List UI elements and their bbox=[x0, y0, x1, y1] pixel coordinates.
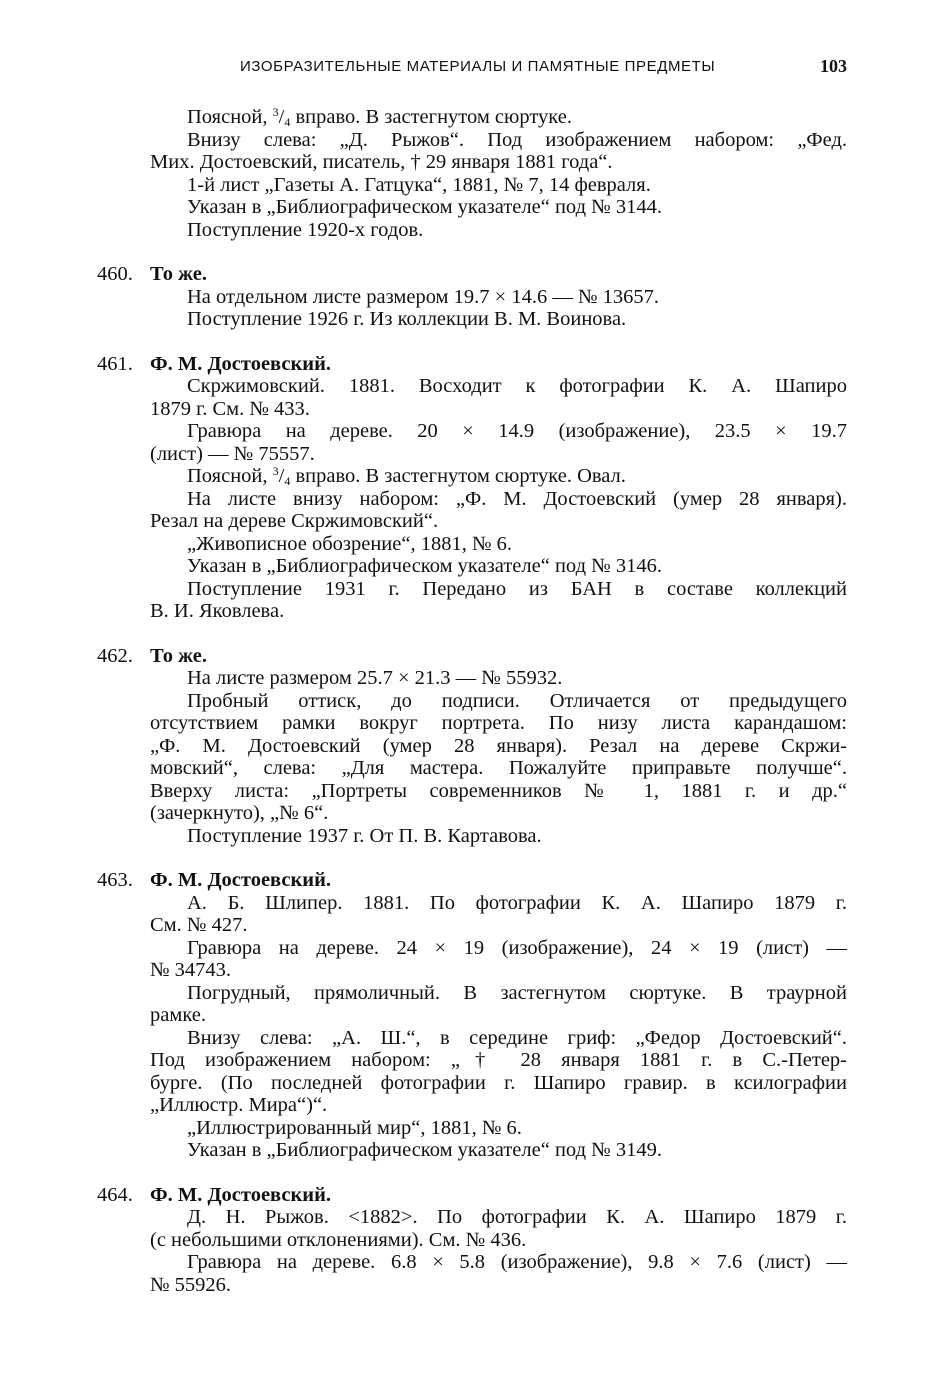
text-line: На листе внизу набором: „Ф. М. Достоевский (умер 28 января). bbox=[187, 487, 847, 510]
text-line: Внизу слева: „Д. Рыжов“. Под изображением набором: „Фед. bbox=[187, 128, 847, 151]
text-line: Мих. Достоевский, писатель, † 29 января 1881 года“. bbox=[150, 151, 613, 173]
entry-459-continuation bbox=[150, 106, 847, 241]
text-line: „Живописное обозрение“, 1881, № 6. bbox=[187, 532, 513, 555]
entry-title: Ф. М. Достоевский. bbox=[150, 352, 332, 375]
entry-number: 461. bbox=[97, 352, 133, 375]
entry-title: Ф. М. Достоевский. bbox=[150, 1183, 332, 1206]
text-line: Резал на дереве Скржимовский“. bbox=[150, 510, 439, 532]
entry-title: Ф. М. Достоевский. bbox=[150, 869, 332, 891]
text-line: № 55926. bbox=[150, 1273, 232, 1296]
text-line: Погрудный, прямоличный. В застегнутом сюртуке. В траурной bbox=[187, 981, 847, 1004]
text-line: № 34743. bbox=[150, 959, 232, 981]
text-line: А. Б. Шлипер. 1881. По фотографии К. А. Шапиро 1879 г. bbox=[187, 891, 847, 914]
text-line: На листе размером 25.7 × 21.3 — № 55932. bbox=[187, 667, 563, 689]
text-line: Поступление 1920-х годов. bbox=[187, 218, 424, 241]
text-line: Вверху листа: „Портреты современников № 1, 1881 г. и др.“ bbox=[150, 779, 847, 802]
text-line: Поступление 1926 г. Из коллекции В. М. Воинова. bbox=[187, 308, 627, 330]
text-line: Поступление 1931 г. Передано из БАН в составе коллекций bbox=[187, 577, 847, 600]
text-line: Гравюра на дереве. 24 × 19 (изображение), 24 × 19 (лист) — bbox=[187, 936, 847, 959]
text-line: На отдельном листе размером 19.7 × 14.6 — № 13657. bbox=[187, 285, 660, 308]
text-line: 1-й лист „Газеты А. Гатцука“, 1881, № 7, 14 февраля. bbox=[187, 173, 651, 196]
text-line: Указан в „Библиографическом указателе“ под № 3146. bbox=[187, 555, 662, 577]
text-line: Гравюра на дереве. 20 × 14.9 (изображение), 23.5 × 19.7 bbox=[187, 420, 847, 442]
text-line: Гравюра на дереве. 6.8 × 5.8 (изображение), 9.8 × 7.6 (лист) — bbox=[187, 1251, 847, 1273]
text-line: „Иллюстр. Мира“)“. bbox=[150, 1094, 328, 1116]
text-line: См. № 427. bbox=[150, 914, 248, 936]
text-line: Поступление 1937 г. От П. В. Картавова. bbox=[187, 824, 542, 847]
entry-number: 464. bbox=[97, 1183, 133, 1206]
text-line: „Ф. М. Достоевский (умер 28 января). Резал на дереве Скржи- bbox=[150, 734, 847, 757]
text-line: Поясной, $^3/_4$ вправо. В застегнутом сюртуке. bbox=[187, 105, 572, 129]
text-line: Д. Н. Рыжов. <1882>. По фотографии К. А. Шапиро 1879 г. bbox=[187, 1206, 847, 1228]
text-line: „Иллюстрированный мир“, 1881, № 6. bbox=[187, 1116, 522, 1139]
entry-number: 463. bbox=[97, 869, 133, 891]
running-title: ИЗОБРАЗИТЕЛЬНЫЕ МАТЕРИАЛЫ И ПАМЯТНЫЕ ПРЕДМЕТЫ bbox=[240, 58, 716, 75]
text-line: Внизу слева: „А. Ш.“, в середине гриф: „Федор Достоевский“. bbox=[187, 1026, 847, 1049]
text-line: Указан в „Библиографическом указателе“ под № 3149. bbox=[187, 1139, 662, 1161]
text-line: отсутствием рамки вокруг портрета. По низу листа карандашом: bbox=[150, 712, 847, 734]
entry-463 bbox=[97, 869, 847, 1162]
text-line: Пробный оттиск, до подписи. Отличается от предыдущего bbox=[187, 689, 847, 712]
entry-title: То же. bbox=[150, 263, 207, 285]
entry-title: То же. bbox=[150, 644, 207, 667]
entry-461 bbox=[97, 352, 847, 623]
text-line: Поясной, $^3/_4$ вправо. В застегнутом сюртуке. Овал. bbox=[187, 464, 626, 488]
text-line: Указан в „Библиографическом указателе“ под № 3144. bbox=[187, 196, 662, 218]
text-line: (с небольшими отклонениями). См. № 436. bbox=[150, 1228, 527, 1251]
entry-462 bbox=[97, 644, 847, 848]
text-line: 1879 г. См. № 433. bbox=[150, 397, 310, 420]
page-header bbox=[0, 56, 942, 80]
text-line: В. И. Яковлева. bbox=[150, 600, 285, 622]
text-line: мовский“, слева: „Для мастера. Пожалуйте приправьте получше“. bbox=[150, 757, 847, 779]
page-body bbox=[97, 105, 847, 1296]
entry-460 bbox=[97, 263, 847, 331]
entry-number: 460. bbox=[97, 263, 133, 285]
text-line: (лист) — № 75557. bbox=[150, 442, 315, 465]
text-line: (зачеркнуто), „№ 6“. bbox=[150, 802, 329, 824]
text-line: рамке. bbox=[150, 1004, 206, 1026]
entry-number: 462. bbox=[97, 644, 133, 667]
page-number: 103 bbox=[820, 56, 847, 76]
text-line: Под изображением набором: „† 28 января 1881 г. в С.-Петер- bbox=[150, 1049, 847, 1071]
text-line: бурге. (По последней фотографии г. Шапиро гравир. в ксилографии bbox=[150, 1071, 847, 1094]
text-line: Скржимовский. 1881. Восходит к фотографии К. А. Шапиро bbox=[187, 375, 847, 397]
entry-464 bbox=[97, 1183, 847, 1297]
